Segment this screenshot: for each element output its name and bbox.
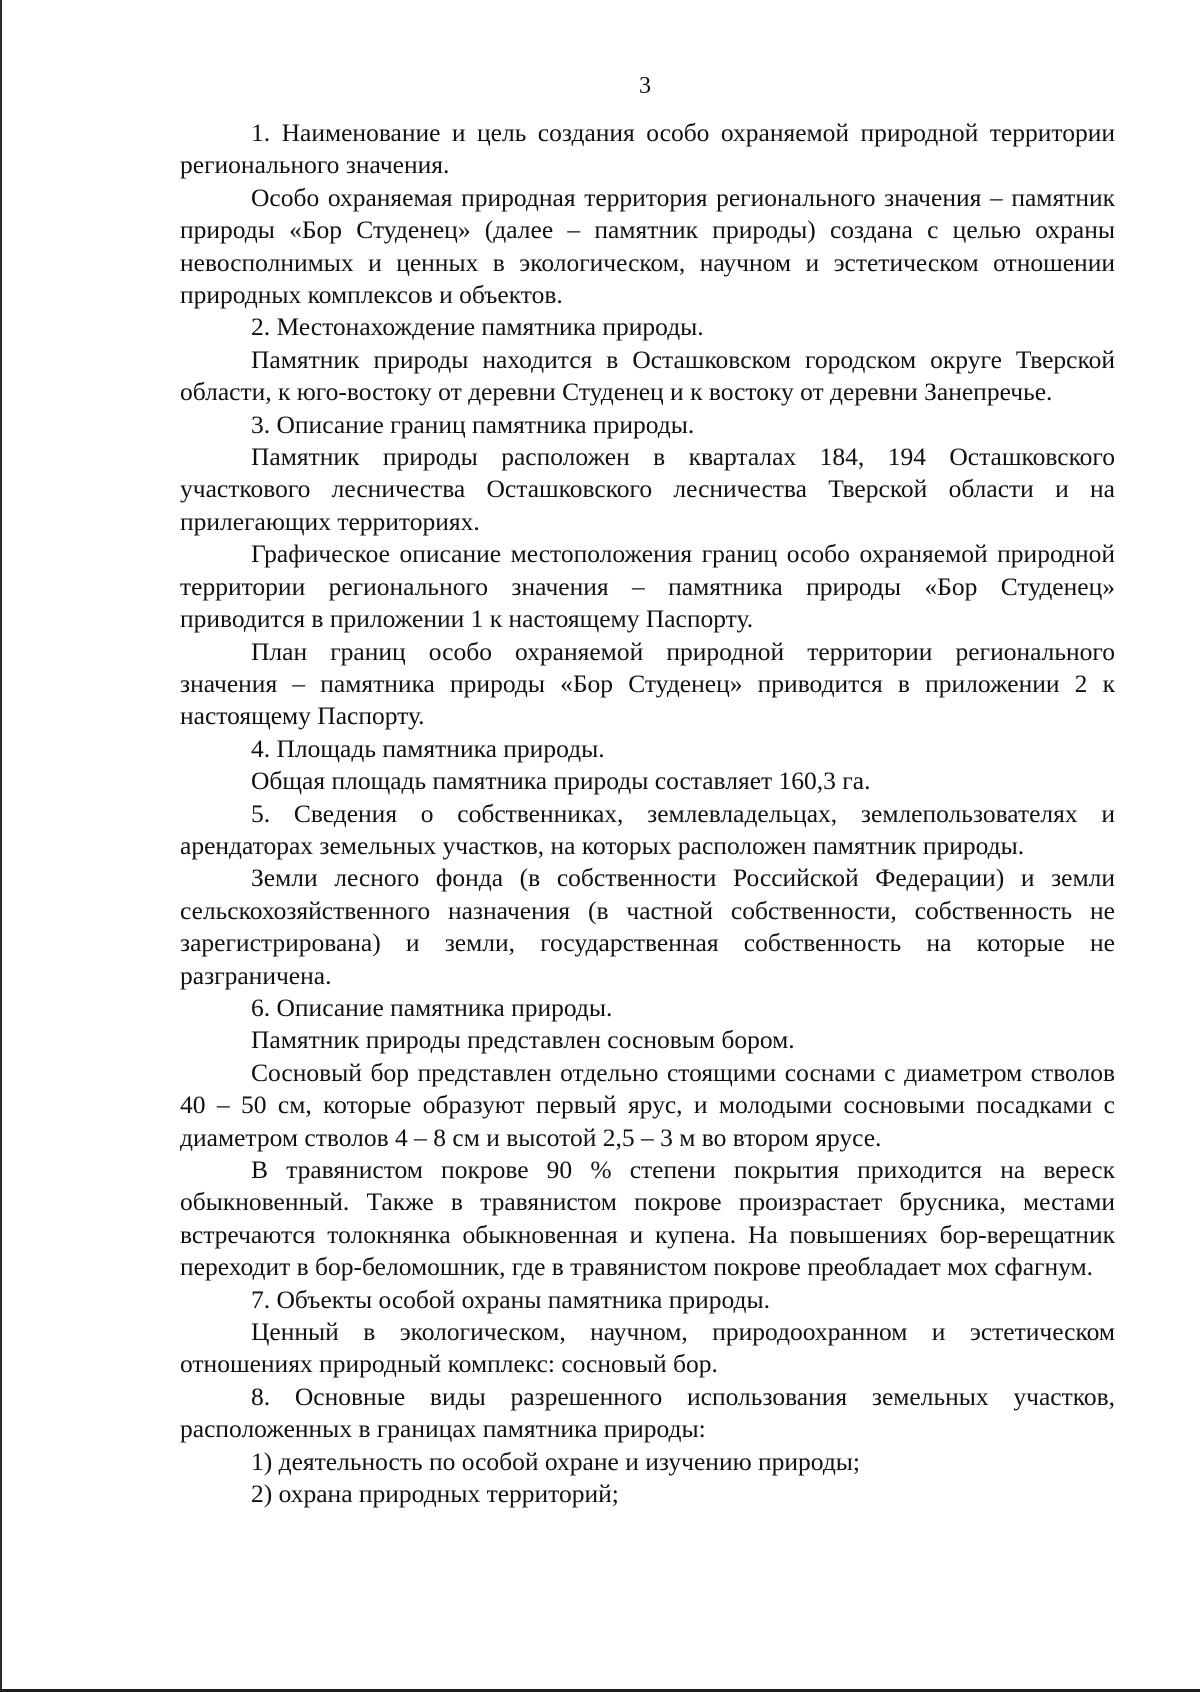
paragraph: Сосновый бор представлен отдельно стоящими соснами с диаметром стволов 40 – 50 см, которые образуют первый ярус, и молодыми сосновыми посадками с диаметром стволов 4 – 8 см и высотой 2,5 – 3 м во втором ярусе. bbox=[180, 1057, 1115, 1152]
list-item: 1) деятельность по особой охране и изучению природы; bbox=[251, 1446, 861, 1476]
paragraph: Памятник природы представлен сосновым бором. bbox=[251, 1025, 795, 1055]
section-heading-4: 4. Площадь памятника природы. bbox=[251, 733, 605, 763]
document-body bbox=[180, 117, 1115, 1510]
paragraph: Памятник природы расположен в кварталах 184, 194 Осташковского участкового лесничества Осташковского лесничества Тверской области и на прилегающих территориях. bbox=[180, 442, 1115, 536]
scan-edge-left bbox=[0, 0, 2, 1692]
paragraph: Общая площадь памятника природы составляет 160,3 га. bbox=[251, 766, 871, 796]
paragraph: Ценный в экологическом, научном, природоохранном и эстетическом отношениях природный комплекс: сосновый бор. bbox=[180, 1317, 1115, 1379]
paragraph: Графическое описание местоположения границ особо охраняемой природной территории регионального значения – памятника природы «Бор Студенец» приводится в приложении 1 к настоящему Паспорту. bbox=[180, 539, 1115, 634]
section-heading-6: 6. Описание памятника природы. bbox=[251, 992, 613, 1022]
section-heading-2: 2. Местонахождение памятника природы. bbox=[251, 312, 704, 342]
section-heading-1: 1. Наименование и цель создания особо охраняемой природной территории регионального значения. bbox=[180, 118, 1115, 180]
paragraph: Особо охраняемая природная территория регионального значения – памятник природы «Бор Студенец» (далее – памятник природы) создана с целью охраны невосполнимых и ценных в экологическом, научном и эстетическом отношении природных комплексов и объектов. bbox=[180, 182, 1115, 310]
paragraph: Земли лесного фонда (в собственности Российской Федерации) и земли сельскохозяйственного назначения (в частной собственности, собственность не зарегистрирована) и земли, государственная собственность на которые не разграничена. bbox=[180, 863, 1115, 990]
section-heading-8: 8. Основные виды разрешенного использования земельных участков, расположенных в границах памятника природы: bbox=[180, 1381, 1115, 1444]
paragraph: План границ особо охраняемой природной территории регионального значения – памятника природы «Бор Студенец» приводится в приложении 2 к настоящему Паспорту. bbox=[180, 636, 1115, 731]
paragraph: Памятник природы находится в Осташковском городском округе Тверской области, к юго-востоку от деревни Студенец и к востоку от деревни Занепречье. bbox=[180, 344, 1115, 407]
section-heading-7: 7. Объекты особой охраны памятника природы. bbox=[251, 1284, 771, 1314]
section-heading-3: 3. Описание границ памятника природы. bbox=[251, 409, 695, 439]
list-item: 2) охрана природных территорий; bbox=[251, 1479, 619, 1509]
page-number: 3 bbox=[639, 73, 651, 99]
paragraph: В травянистом покрове 90 % степени покрытия приходится на вереск обыкновенный. Также в травянистом покрове произрастает брусника, местами встречаются толокнянка обыкновенная и купена. На повышениях бор-верещатник переходит в бор-беломошник, где в травянистом покрове преобладает мох сфагнум. bbox=[180, 1155, 1115, 1282]
section-heading-5: 5. Сведения о собственниках, землевладельцах, землепользователях и арендаторах земельных участков, на которых расположен памятник природы. bbox=[180, 798, 1115, 860]
